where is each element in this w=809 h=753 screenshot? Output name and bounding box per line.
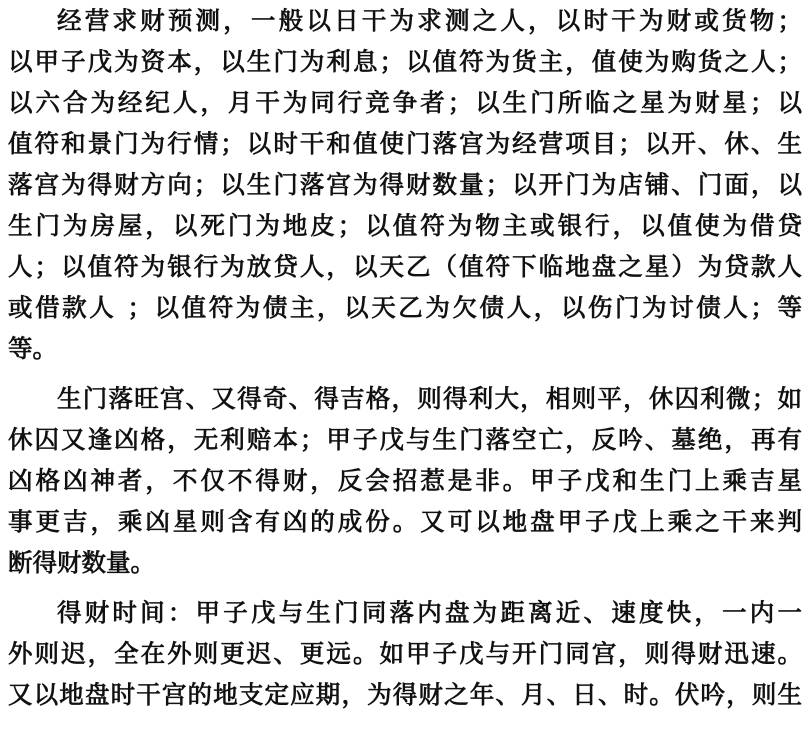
- text-line: 人；以值符为银行为放贷人，以天乙（值符下临地盘之星）为贷款人: [8, 252, 802, 281]
- text-line: 落宫为得财方向；以生门落宫为得财数量；以开门为店铺、门面，以: [8, 170, 802, 199]
- text-line: 以甲子戊为资本，以生门为利息；以值符为货主，值使为购货之人；: [8, 47, 802, 76]
- text-line: 凶格凶神者，不仅不得财，反会招惹是非。甲子戊和生门上乘吉星: [8, 466, 802, 495]
- text-line: 生门为房屋，以死门为地皮；以值符为物主或银行，以值使为借贷: [8, 211, 802, 240]
- text-line: 或借款人 ；以值符为债主，以天乙为欠债人，以伤门为讨债人；等: [8, 293, 802, 322]
- text-line: 外则迟，全在外则更迟、更远。如甲子戊与开门同宫，则得财迅速。: [8, 639, 802, 668]
- text-line: 生门落旺宫、又得奇、得吉格，则得利大，相则平，休囚利微；如: [57, 384, 802, 413]
- text-line: 值符和景门为行情；以时干和值使门落宫为经营项目；以开、休、生: [8, 129, 802, 158]
- text-line: 休囚又逢凶格，无利赔本；甲子戊与生门落空亡，反吟、墓绝，再有: [8, 425, 802, 454]
- text-line: 得财时间：甲子戊与生门同落内盘为距离近、速度快，一内一: [57, 598, 802, 627]
- text-line: 经营求财预测，一般以日干为求测之人，以时干为财或货物；: [57, 6, 802, 35]
- text-line: 以六合为经纪人，月干为同行竞争者；以生门所临之星为财星；以: [8, 88, 802, 117]
- text-line: 又以地盘时干宫的地支定应期，为得财之年、月、日、时。伏吟，则生: [8, 680, 802, 709]
- text-line: 断得财数量。: [8, 548, 155, 577]
- text-line: 等。: [8, 334, 57, 363]
- text-line: 事更吉，乘凶星则含有凶的成份。又可以地盘甲子戊上乘之干来判: [8, 507, 802, 536]
